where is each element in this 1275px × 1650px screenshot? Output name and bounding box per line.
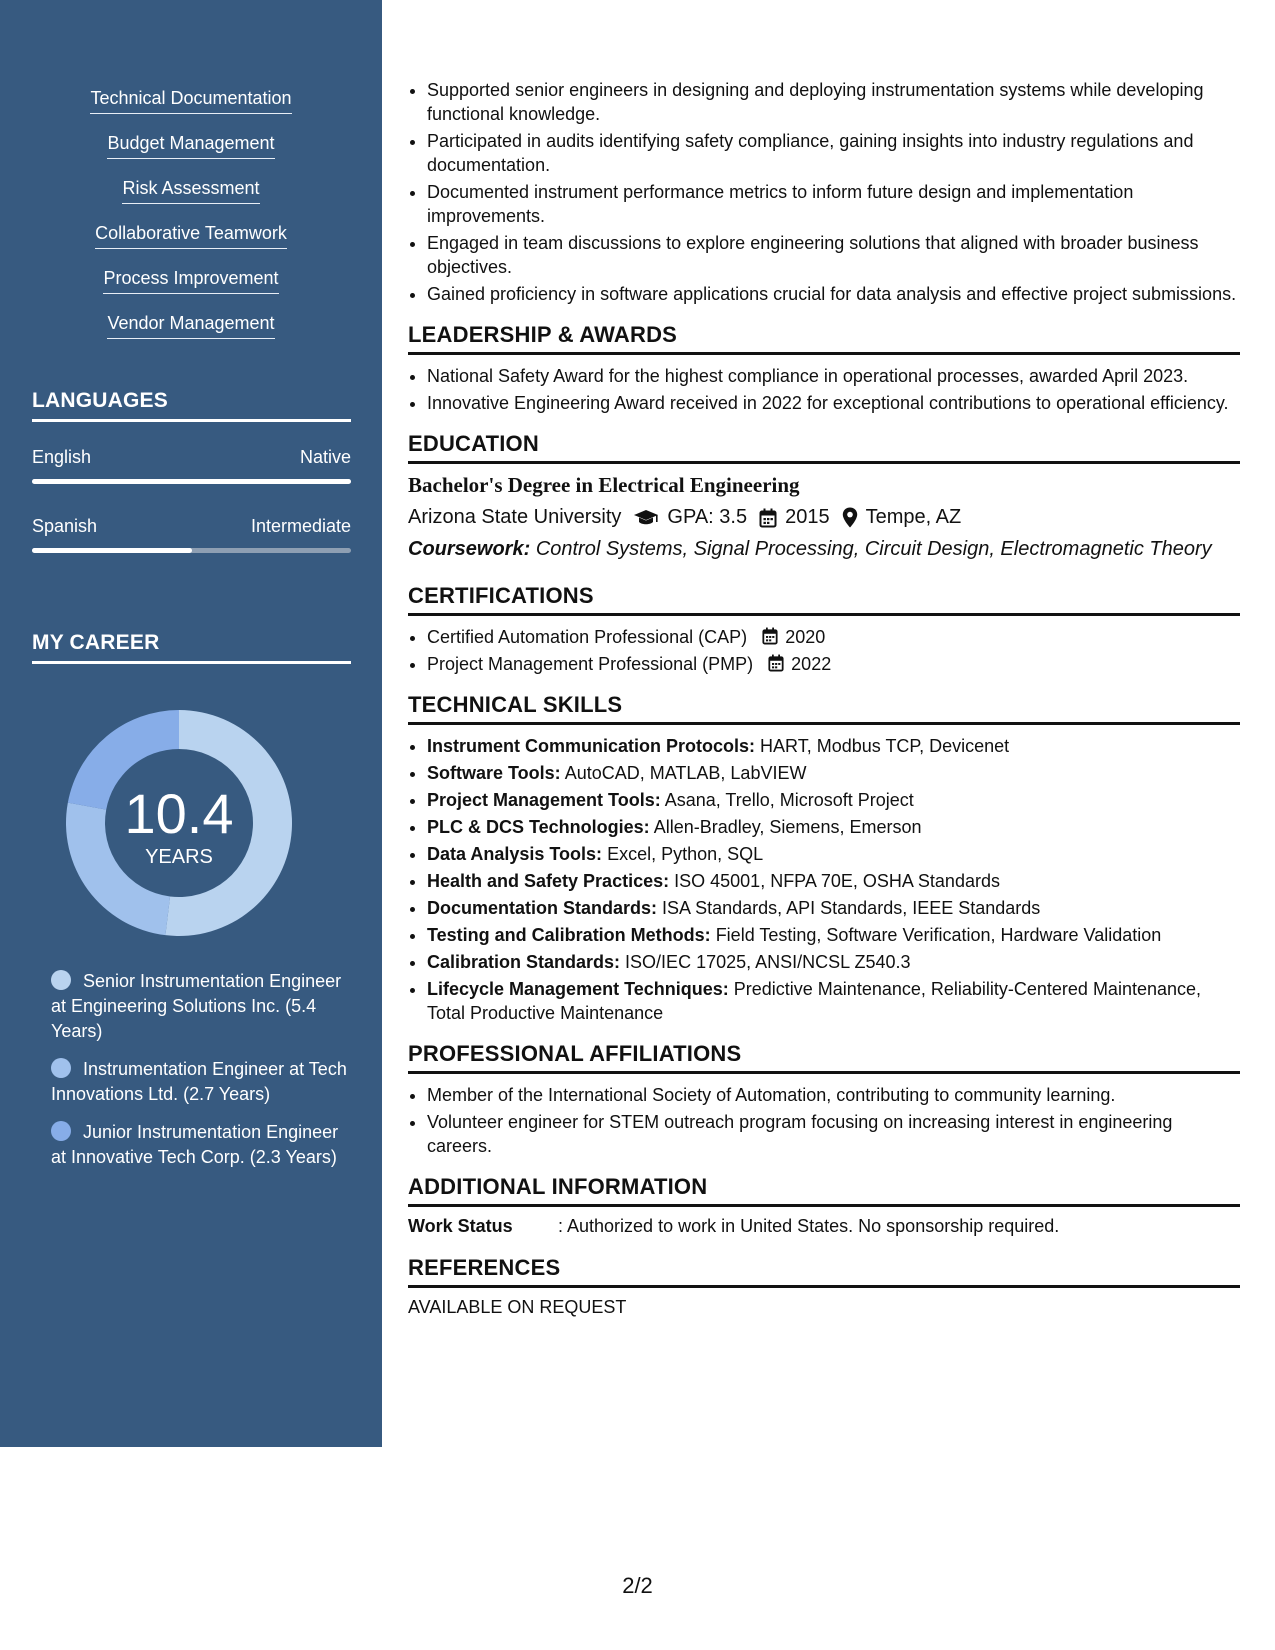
list-item: • Member of the International Society of Automation, contributing to community learning. <box>427 1083 1240 1107</box>
languages-heading: LANGUAGES <box>32 389 351 422</box>
career-dot <box>51 1058 71 1078</box>
work-status-value: : Authorized to work in United States. No sponsorship required. <box>558 1216 1060 1236</box>
career-dot <box>51 970 71 990</box>
technical-skills-list <box>408 734 1240 1025</box>
gpa: GPA: 3.5 <box>667 506 748 528</box>
language-bar <box>32 479 351 484</box>
school-name: Arizona State University <box>408 506 622 528</box>
career-heading: MY CAREER <box>32 631 351 664</box>
list-item: • Calibration Standards: ISO/IEC 17025, ANSI/NCSL Z540.3 <box>427 950 1240 974</box>
language-level: Intermediate <box>250 516 351 536</box>
career-item: Instrumentation Engineer at Tech Innovations Ltd. (2.7 Years) <box>51 1059 347 1104</box>
section-title-certifications: CERTIFICATIONS <box>408 583 1240 616</box>
list-item: • Supported senior engineers in designing and deploying instrumentation systems while developing functional knowledge. <box>427 78 1240 126</box>
career-donut-chart <box>66 710 292 936</box>
degree-title: Bachelor's Degree in Electrical Engineering <box>408 473 800 497</box>
skill-item: Risk Assessment <box>122 174 259 219</box>
main-content <box>408 78 1240 1318</box>
language-bar-fill <box>32 479 351 484</box>
language-name: Spanish <box>32 516 98 536</box>
list-item: • Gained proficiency in software applications crucial for data analysis and effective project submissions. <box>427 282 1240 306</box>
career-item: Senior Instrumentation Engineer at Engineering Solutions Inc. (5.4 Years) <box>51 971 342 1041</box>
list-item: • Volunteer engineer for STEM outreach program focusing on increasing interest in engineering careers. <box>427 1110 1240 1158</box>
coursework-list: Control Systems, Signal Processing, Circuit Design, Electromagnetic Theory <box>535 538 1212 560</box>
certification-year: 2022 <box>791 654 832 674</box>
language-row <box>32 516 351 537</box>
skill-item: Technical Documentation <box>90 84 291 129</box>
leadership-list <box>408 364 1240 415</box>
certification-name: Project Management Professional (PMP) <box>427 654 754 674</box>
list-item: • Instrument Communication Protocols: HART, Modbus TCP, Devicenet <box>427 734 1240 758</box>
coursework-label: Coursework: <box>408 538 531 560</box>
list-item: • Participated in audits identifying safety compliance, gaining insights into industry regulations and documentation. <box>427 129 1240 177</box>
skill-item: Collaborative Teamwork <box>95 219 287 264</box>
calendar-icon <box>759 508 777 528</box>
coursework <box>408 538 1240 561</box>
section-title-leadership: LEADERSHIP & AWARDS <box>408 322 1240 355</box>
calendar-icon <box>768 654 784 672</box>
skill-item: Budget Management <box>107 129 274 174</box>
references-text: AVAILABLE ON REQUEST <box>408 1297 627 1317</box>
language-level: Native <box>299 447 351 467</box>
skill-item: Process Improvement <box>103 264 278 309</box>
section-title-education: EDUCATION <box>408 431 1240 464</box>
list-item: • Software Tools: AutoCAD, MATLAB, LabVIEW <box>427 761 1240 785</box>
career-item: Junior Instrumentation Engineer at Innovative Tech Corp. (2.3 Years) <box>51 1122 339 1167</box>
list-item: • National Safety Award for the highest compliance in operational processes, awarded April 2023. <box>427 364 1240 388</box>
list-item: • Innovative Engineering Award received in 2022 for exceptional contributions to operational efficiency. <box>427 391 1240 415</box>
list-item: • Health and Safety Practices: ISO 45001, NFPA 70E, OSHA Standards <box>427 869 1240 893</box>
career-total-unit: YEARS <box>145 846 213 868</box>
language-name: English <box>32 447 92 467</box>
list-item: • Documentation Standards: ISA Standards, API Standards, IEEE Standards <box>427 896 1240 920</box>
list-item: • Testing and Calibration Methods: Field Testing, Software Verification, Hardware Validation <box>427 923 1240 947</box>
certification-year: 2020 <box>785 627 826 647</box>
list-item: • Documented instrument performance metrics to inform future design and implementation improvements. <box>427 180 1240 228</box>
skill-list <box>0 84 382 354</box>
education-details <box>408 506 1240 529</box>
location-pin-icon <box>842 507 858 528</box>
section-title-technical-skills: TECHNICAL SKILLS <box>408 692 1240 725</box>
page-number: 2/2 <box>622 1573 653 1598</box>
section-title-additional-info: ADDITIONAL INFORMATION <box>408 1174 1240 1207</box>
school-location: Tempe, AZ <box>865 506 962 528</box>
language-row <box>32 447 351 468</box>
graduation-year: 2015 <box>785 506 830 528</box>
section-title-references: REFERENCES <box>408 1255 1240 1288</box>
list-item: • Project Management Tools: Asana, Trello, Microsoft Project <box>427 788 1240 812</box>
skill-item: Vendor Management <box>107 309 274 354</box>
experience-bullets <box>408 78 1240 306</box>
language-bar-fill <box>32 548 192 553</box>
certification-name: Certified Automation Professional (CAP) <box>427 627 748 647</box>
graduation-cap-icon <box>633 509 659 527</box>
list-item: • PLC & DCS Technologies: Allen-Bradley, Siemens, Emerson <box>427 815 1240 839</box>
certifications-list <box>408 625 1240 676</box>
career-dot <box>51 1121 71 1141</box>
language-bar <box>32 548 351 553</box>
list-item: • Lifecycle Management Techniques: Predictive Maintenance, Reliability-Centered Maintenance, Total Productive Maintenance <box>427 977 1240 1025</box>
work-status <box>408 1216 1240 1237</box>
list-item: • Data Analysis Tools: Excel, Python, SQL <box>427 842 1240 866</box>
section-title-affiliations: PROFESSIONAL AFFILIATIONS <box>408 1041 1240 1074</box>
list-item: • Engaged in team discussions to explore engineering solutions that aligned with broader business objectives. <box>427 231 1240 279</box>
list-item <box>427 625 1240 649</box>
affiliations-list <box>408 1083 1240 1158</box>
calendar-icon <box>762 627 778 645</box>
career-list <box>51 969 351 1183</box>
work-status-label: Work Status <box>408 1216 513 1236</box>
sidebar <box>0 0 382 1447</box>
career-total: 10.4 <box>124 782 234 845</box>
list-item <box>427 652 1240 676</box>
